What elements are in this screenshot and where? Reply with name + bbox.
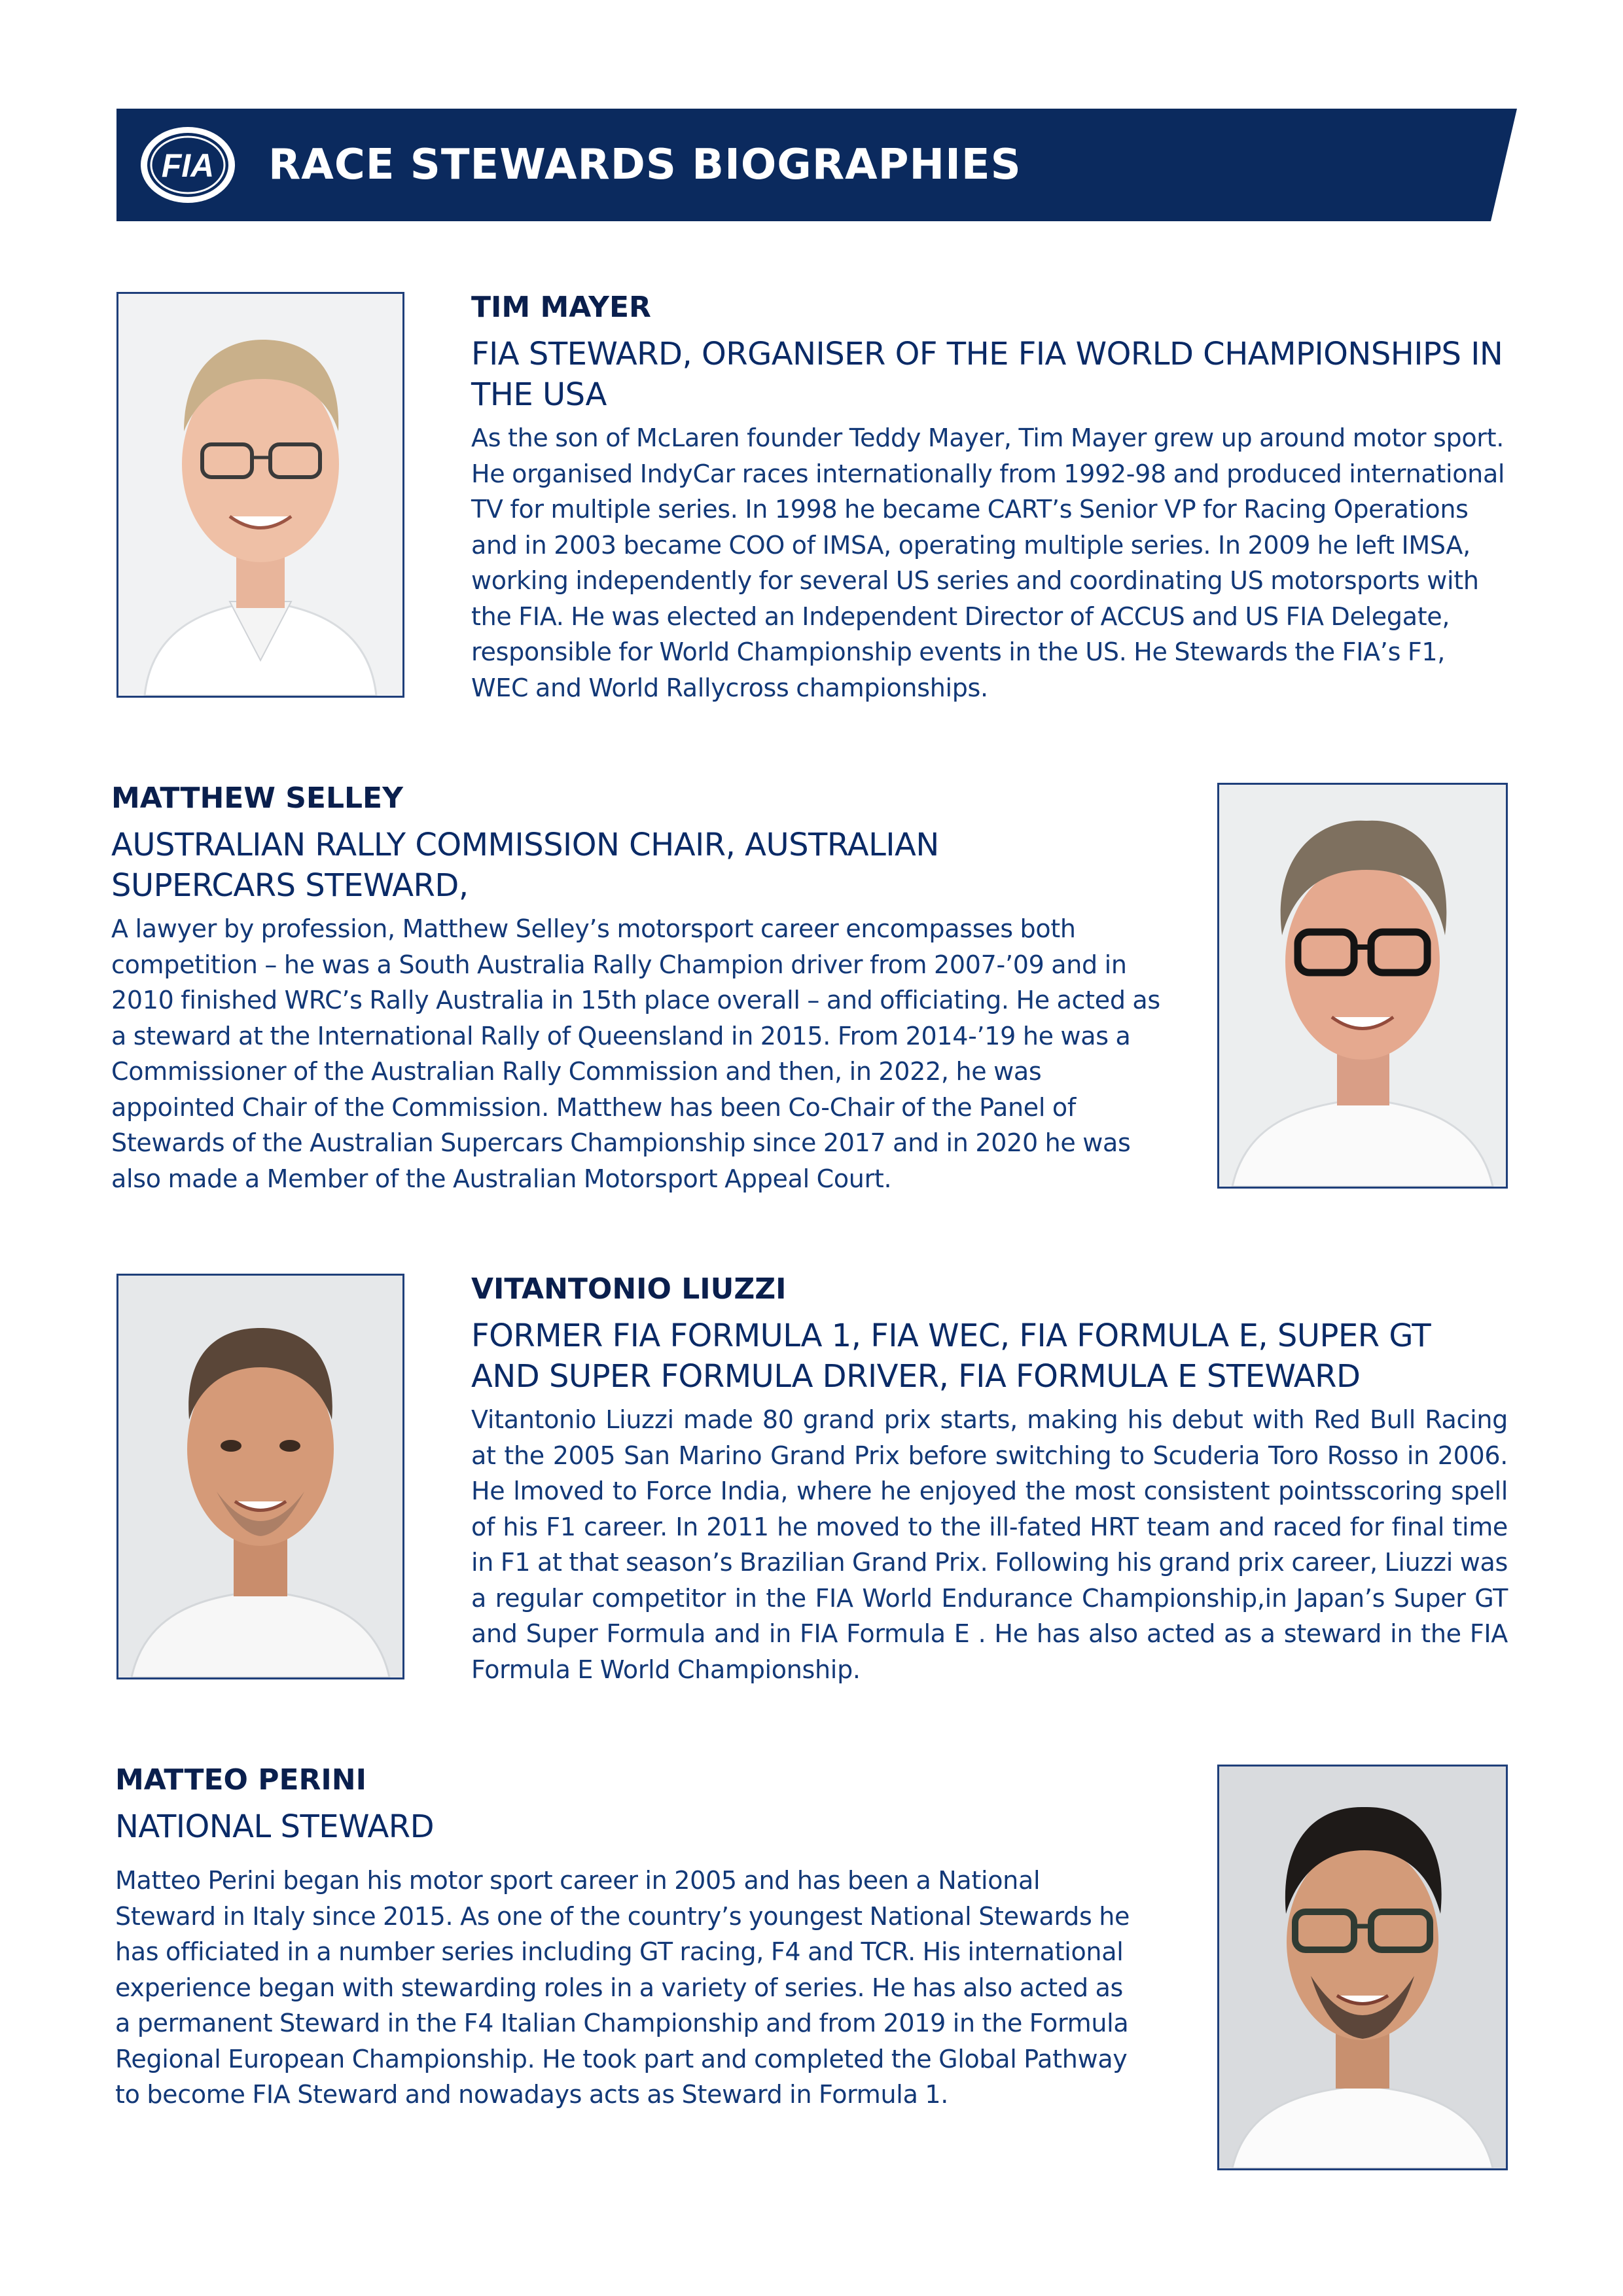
bio-role: FIA STEWARD, ORGANISER OF THE FIA WORLD CHAMPIONSHIPS IN THE USA xyxy=(471,336,1503,413)
svg-text:FIA: FIA xyxy=(161,147,215,184)
fia-logo xyxy=(139,124,237,206)
bio-matthew-selley xyxy=(111,779,1171,1196)
page-header xyxy=(116,109,1517,221)
bio-text: Matteo Perini began his motor sport career in 2005 and has been a National Steward in Italy since 2015. As one of the country’s youngest National Stewards he has officiated in a number series including GT racing, F4 and TCR. His international experience began with stewarding roles in a variety of series. He has also acted as a permanent Steward in the F4 Italian Championship and from 2019 in the Formula Regional European Championship. He took part and completed the Global Pathway to become FIA Steward and nowadays acts as Steward in Formula 1. xyxy=(115,1866,1130,2109)
bio-role: NATIONAL STEWARD xyxy=(115,1808,435,1845)
bio-matteo-perini xyxy=(115,1761,1136,2113)
bio-text: A lawyer by profession, Matthew Selley’s motorsport career encompasses both competition – he was a South Australia Rally Champion driver from 2007-’09 and in 2010 finished WRC’s Rally Australia in 15th place overall – and officiating. He acted as a steward at the International Rally of Queensland in 2015. From 2014-’19 he was a Commissioner of the Australian Rally Commission and then, in 2022, he was appointed Chair of the Commission. Matthew has been Co-Chair of the Panel of Stewards of the Australian Supercars Championship since 2017 and in 2020 he was also made a Member of the Australian Motorsport Appeal Court. xyxy=(111,914,1160,1193)
bio-name: VITANTONIO LIUZZI xyxy=(471,1272,787,1306)
page-title: RACE STEWARDS BIOGRAPHIES xyxy=(268,141,1022,189)
bio-tim-mayer xyxy=(471,288,1505,706)
tim-mayer-photo xyxy=(116,292,404,698)
bio-name: TIM MAYER xyxy=(471,291,651,324)
bio-text: As the son of McLaren founder Teddy Mayer, Tim Mayer grew up around motor sport. He organised IndyCar races internationally from 1992-98 and produced international TV for multiple series. In 1998 he became CART’s Senior VP for Racing Operations and in 2003 became COO of IMSA, operating multiple series. In 2009 he left IMSA, working independently for several US series and coordinating US motorsports with the FIA. He was elected an Independent Director of ACCUS and US FIA Delegate, responsible for World Championship events in the US. He Stewards the FIA’s F1, WEC and World Rallycross championships. xyxy=(471,423,1505,702)
bio-vitantonio-liuzzi xyxy=(471,1270,1508,1687)
matteo-perini-photo xyxy=(1217,1765,1508,2170)
bio-role: AUSTRALIAN RALLY COMMISSION CHAIR, AUSTRALIAN SUPERCARS STEWARD, xyxy=(111,827,939,904)
bio-text: Vitantonio Liuzzi made 80 grand prix starts, making his debut with Red Bull Racing at the 2005 San Marino Grand Prix before switching to Scuderia Toro Rosso in 2006. He lmoved to Force India, where he enjoyed the most consistent pointsscoring spell of his F1 career. In 2011 he moved to the ill-fated HRT team and raced for final time in F1 at that season’s Brazilian Grand Prix. Following his grand prix career, Liuzzi was a regular competitor in the FIA World Endurance Championship,in Japan’s Super GT and Super Formula and in FIA Formula E . He has also acted as a steward in the FIA Formula E World Championship. xyxy=(471,1405,1508,1684)
matthew-selley-photo xyxy=(1217,783,1508,1189)
vitantonio-liuzzi-photo xyxy=(116,1274,404,1679)
bio-name: MATTEO PERINI xyxy=(115,1763,366,1797)
bio-role: FORMER FIA FORMULA 1, FIA WEC, FIA FORMULA E, SUPER GT AND SUPER FORMULA DRIVER, FIA FORMULA E STEWARD xyxy=(471,1318,1431,1395)
bio-name: MATTHEW SELLEY xyxy=(111,781,403,815)
